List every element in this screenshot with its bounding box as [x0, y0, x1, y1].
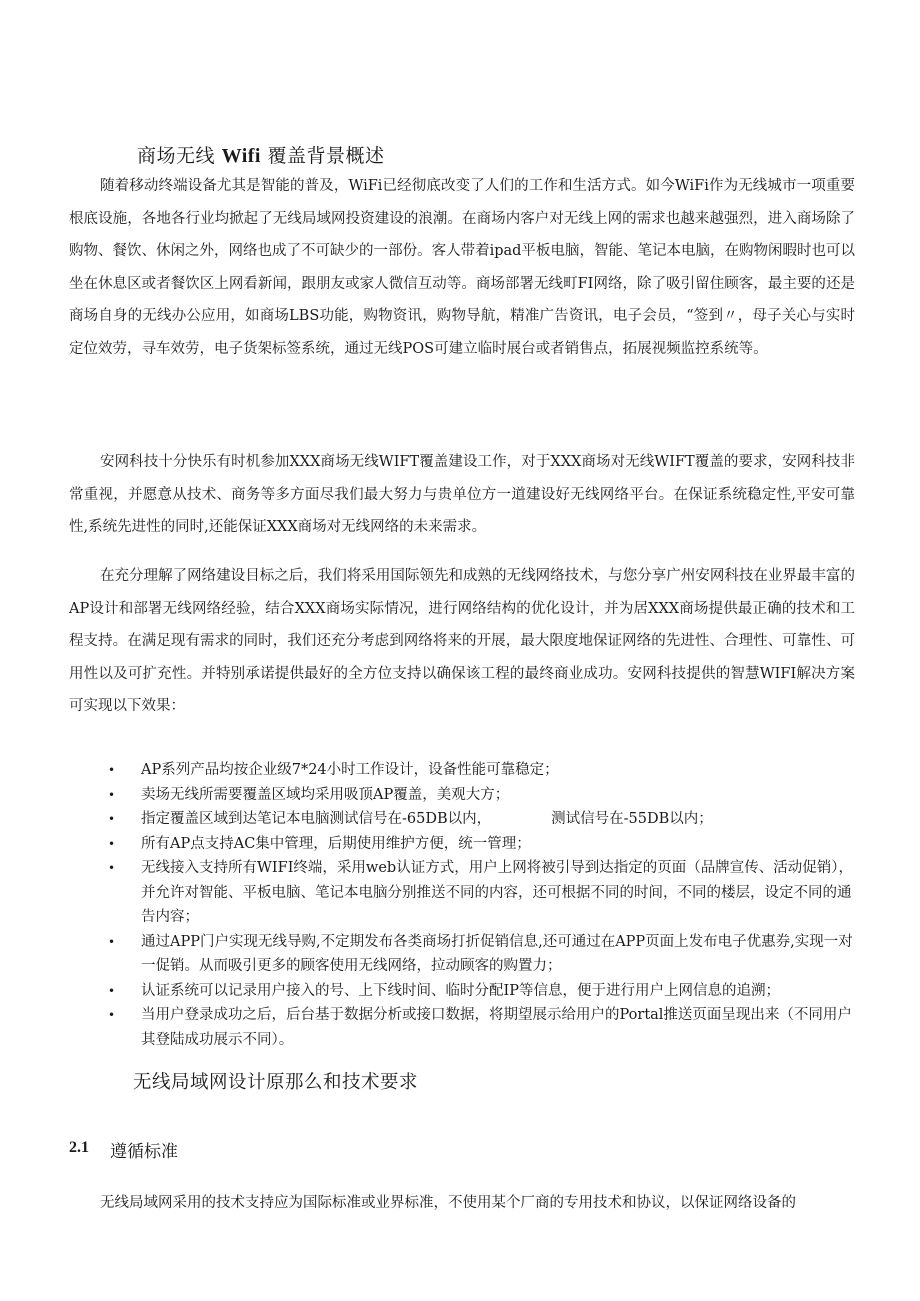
- paragraph-intro: 随着移动终端设备尤其是智能的普及，WiFi已经彻底改变了人们的工作和生活方式。如今WiFi作为无线城市一项重要根底设施，各地各行业均掀起了无线局域网投资建设的浪潮。在商场内客户对无线上网的需求也越来越强烈，进入商场除了购物、餐饮、休闲之外，网络也成了不可缺少的一部份。客人带着ipad平板电脑，智能、笔记本电脑，在购物闲暇时也可以坐在休息区或者餐饮区上网看新闻，跟朋友或家人微信互动等。商场部署无线町FI网络，除了吸引留住顾客，最主要的还是商场自身的无线办公应用，如商场LBS功能，购物资讯，购物导航，精准广告资讯，电子会员，“签到〃，母子关心与实时定位效劳，寻车效劳，电子货架标签系统，通过无线POS可建立临时展台或者销售点，拓展视频监控系统等。: [69, 178, 855, 357]
- section-heading-wifi-background: [137, 141, 385, 168]
- list-item: • AP系列产品均按企业级7*24小时工作设计，设备性能可靠稳定；: [104, 758, 864, 783]
- list-item-text: 指定覆盖区域到达笔记本电脑测试信号在-65DB以内，: [141, 811, 492, 827]
- list-item-text: 测试信号在-55DB以内；: [551, 811, 713, 827]
- heading-bold-wifi: Wifi: [221, 145, 261, 167]
- list-item: • 当用户登录成功之后，后台基于数据分析或接口数据，将期望展示给用户的Portal推送页面呈现出来（不同用户其登陆成功展示不同）。: [104, 1003, 864, 1052]
- feature-bullet-list: [104, 758, 864, 1052]
- heading-prefix: 商场无线: [137, 145, 216, 167]
- list-item: • 所有AP点支持AC集中管理，后期使用维护方便，统一管理；: [104, 832, 864, 857]
- heading-suffix: 覆盖背景概述: [267, 145, 385, 167]
- paragraph-solution: 在充分理解了网络建设目标之后，我们将采用国际领先和成熟的无线网络技术，与您分享广州安网科技在业界最丰富的AP设计和部署无线网络经验，结合XXX商场实际情况，进行网络结构的优化设计，并为居XXX商场提供最正确的技术和工程支持。在满足现有需求的同时，我们还充分考虑到网络将来的开展，最大限度地保证网络的先进性、合理性、可靠性、可用性以及可扩充性。并特别承诺提供最好的全方位支持以确保该工程的最终商业成功。安网科技提供的智慧WIFI解决方案可实现以下效果：: [69, 568, 855, 714]
- section-heading-wlan-design: 无线局域网设计原那么和技术要求: [133, 1072, 419, 1093]
- list-item: • 无线接入支持所有WIFI终端，采用web认证方式，用户上网将被引导到达指定的页面（品牌宣传、活动促销），并允许对智能、平板电脑、笔记本电脑分别推送不同的内容，还可根据不同的时间，不同的楼层，设定不同的通告内容；: [104, 856, 864, 930]
- list-item: [104, 807, 864, 832]
- list-item: • 认证系统可以记录用户接入的号、上下线时间、临时分配IP等信息，便于进行用户上网信息的追溯；: [104, 979, 864, 1004]
- section-number: 2.1: [69, 1139, 89, 1156]
- paragraph-company: 安网科技十分快乐有时机参加XXX商场无线WIFT覆盖建设工作，对于XXX商场对无线WIFT覆盖的要求，安网科技非常重视，并愿意从技术、商务等多方面尽我们最大努力与贵单位方一道建设好无线网络平台。在保证系统稳定性,平安可靠性,系统先进性的同时,还能保证XXX商场对无线网络的未来需求。: [69, 454, 855, 535]
- list-item: • 通过APP门户实现无线导购,不定期发布各类商场打折促销信息,还可通过在APP页面上发布电子优惠券,实现一对一促销。从而吸引更多的顾客使用无线网络，拉动顾客的购置力；: [104, 930, 864, 979]
- section-title: 遵循标准: [110, 1142, 178, 1162]
- paragraph-standards: 无线局域网采用的技术支持应为国际标准或业界标准，不使用某个厂商的专用技术和协议，以保证网络设备的: [100, 1195, 796, 1211]
- list-item: • 卖场无线所需要覆盖区域均采用吸顶AP覆盖，美观大方；: [104, 783, 864, 808]
